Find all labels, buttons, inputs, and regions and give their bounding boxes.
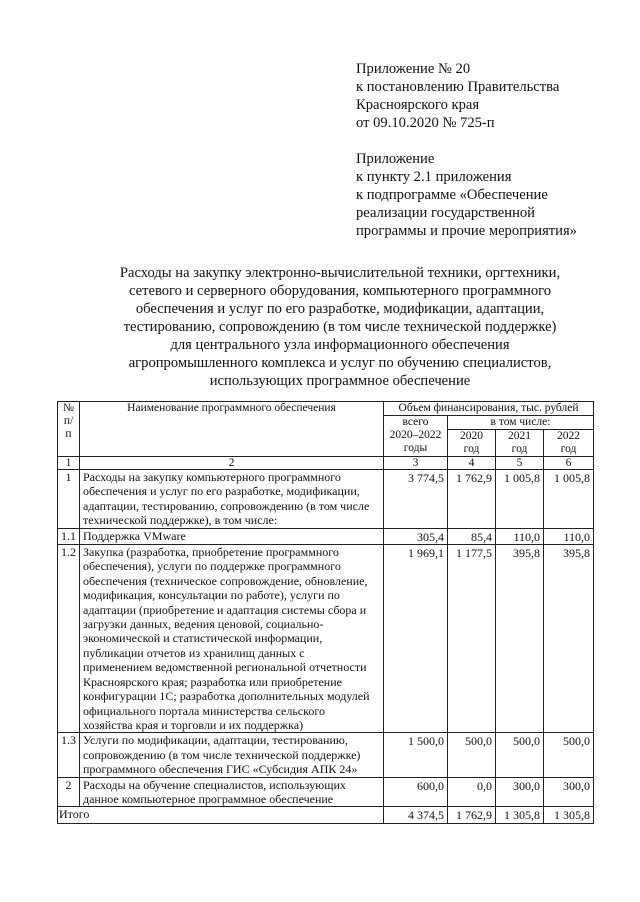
- column-number: 5: [496, 457, 544, 470]
- row-name-line: Красноярского края; разработка или приобретение: [83, 674, 342, 689]
- appendix-line: Приложение: [356, 151, 435, 167]
- row-2021: 300,0: [496, 777, 544, 807]
- row-name: [80, 528, 384, 544]
- title-line: тестированию, сопровождению (в том числе технической поддержке): [123, 319, 557, 335]
- row-name-line: хозяйства края и торговли и их поддержка): [83, 717, 304, 732]
- header-year-text: год: [560, 443, 577, 455]
- row-name-line: Поддержка VMware: [83, 528, 186, 543]
- row-num: 1.2: [58, 545, 80, 733]
- row-name-line: конфигурации 1С; разработка дополнительных модулей: [83, 689, 370, 704]
- row-name-line: Закупка (разработка, приобретение программного: [83, 545, 339, 560]
- grand-total: 4 374,5: [384, 807, 448, 823]
- header-num-cell: [58, 402, 80, 457]
- table-total-row: [58, 807, 594, 823]
- header-year-2021: [496, 430, 544, 457]
- appendix-line: к постановлению Правительства: [356, 79, 560, 95]
- row-name-line: обеспечения), услуги по поддержке программного: [83, 559, 341, 574]
- header-funding-cell: Объем финансирования, тыс. рублей: [384, 402, 594, 416]
- row-name-line: Расходы на закупку компьютерного программного: [83, 470, 341, 484]
- header-year-text: год: [463, 443, 480, 455]
- header-year-text: год: [511, 443, 528, 455]
- header-name-cell: Наименование программного обеспечения: [80, 402, 384, 457]
- row-2020: 85,4: [448, 528, 496, 544]
- expenses-table: [57, 401, 594, 824]
- row-total: 305,4: [384, 528, 448, 544]
- row-2022: 300,0: [544, 777, 594, 807]
- row-2020: 1 177,5: [448, 545, 496, 733]
- appendix-line: программы и прочие мероприятия»: [356, 223, 577, 239]
- row-name-line: технической поддержке), в том числе:: [83, 513, 278, 528]
- row-total: 3 774,5: [384, 470, 448, 529]
- header-num-line: №: [63, 402, 74, 414]
- total-2022: 1 305,8: [544, 807, 594, 823]
- header-num-line: п/п: [63, 415, 74, 440]
- row-name: [80, 777, 384, 807]
- header-total-cell: [384, 416, 448, 457]
- row-name-line: обеспечения (техническое сопровождение, обновление,: [83, 573, 368, 588]
- row-2021: 1 005,8: [496, 470, 544, 529]
- row-name-line: загрузки данных, ведения ценовой, социально-: [83, 617, 324, 632]
- title-line: сетевого и серверного оборудования, компьютерного программного: [128, 283, 552, 299]
- title-line: для центрального узла информационного обеспечения: [170, 337, 510, 353]
- appendix-line: от 09.10.2020 № 725-п: [356, 115, 495, 131]
- row-2022: 500,0: [544, 733, 594, 777]
- row-2022: 1 005,8: [544, 470, 594, 529]
- row-total: 1 500,0: [384, 733, 448, 777]
- row-2022: 110,0: [544, 528, 594, 544]
- row-num: 1.1: [58, 528, 80, 544]
- title-line: Расходы на закупку электронно-вычислительной техники, оргтехники,: [119, 265, 561, 281]
- table-row: [58, 777, 594, 807]
- row-name-line: сопровождению (в том числе технической поддержке): [83, 747, 361, 762]
- title-line: агропромышленного комплекса и услуг по обучению специалистов,: [128, 355, 552, 371]
- header-total-line: всего: [402, 416, 429, 428]
- header-year-2020: [448, 430, 496, 457]
- appendix-line: к пункту 2.1 приложения: [356, 169, 512, 185]
- row-name-line: Расходы на обучение специалистов, использующих: [83, 777, 346, 792]
- appendix-line: к подпрограмме «Обеспечение: [356, 187, 548, 203]
- row-name: [80, 470, 384, 529]
- row-2020: 0,0: [448, 777, 496, 807]
- total-2020: 1 762,9: [448, 807, 496, 823]
- title-line: использующих программное обеспечение: [209, 373, 471, 389]
- appendix-header: [356, 60, 626, 240]
- row-2021: 395,8: [496, 545, 544, 733]
- header-year-2022: [544, 430, 594, 457]
- row-num: 1: [58, 470, 80, 529]
- row-2022: 395,8: [544, 545, 594, 733]
- row-name-line: обеспечения и услуг по его разработке, модификации,: [83, 484, 360, 499]
- column-number-row: [58, 457, 594, 470]
- appendix-line: реализации государственной: [356, 205, 535, 221]
- row-total: 1 969,1: [384, 545, 448, 733]
- row-2021: 500,0: [496, 733, 544, 777]
- table-row: [58, 528, 594, 544]
- table-header-row: [58, 402, 594, 416]
- row-name-line: публикации отчетов из хранилищ данных с: [83, 645, 305, 660]
- row-name-line: программного обеспечения ГИС «Субсидия АПК 24»: [83, 762, 358, 777]
- document-title: [60, 264, 620, 390]
- table-row: [58, 733, 594, 777]
- column-number: 4: [448, 457, 496, 470]
- header-total-line: 2020–2022: [389, 429, 442, 441]
- column-number: 6: [544, 457, 594, 470]
- row-name-line: официального портала министерства сельского: [83, 703, 325, 718]
- row-2021: 110,0: [496, 528, 544, 544]
- appendix-line: Красноярского края: [356, 97, 480, 113]
- row-name: [80, 733, 384, 777]
- title-line: обеспечения и услуг по его разработке, модификации, адаптации,: [135, 301, 545, 317]
- row-name-line: адаптации (приобретение и адаптация системы сбора и: [83, 602, 367, 617]
- header-total-line: годы: [403, 442, 428, 454]
- row-name-line: модификация, консультации по работе), услуги по: [83, 588, 340, 603]
- column-number: 2: [80, 457, 384, 470]
- header-year-text: 2022: [557, 430, 580, 442]
- row-num: 2: [58, 777, 80, 807]
- table-row: [58, 470, 594, 529]
- row-name: [80, 545, 384, 733]
- row-2020: 1 762,9: [448, 470, 496, 529]
- row-num: 1.3: [58, 733, 80, 777]
- column-number: 1: [58, 457, 80, 470]
- row-name-line: применением ведомственной региональной отчетности: [83, 660, 367, 675]
- header-year-text: 2020: [460, 430, 483, 442]
- header-year-text: 2021: [508, 430, 531, 442]
- row-name-line: экономической и статистической информации,: [83, 631, 323, 646]
- row-name-line: данное компьютерное программное обеспечение: [83, 791, 334, 806]
- header-including-cell: в том числе:: [448, 416, 594, 430]
- column-number: 3: [384, 457, 448, 470]
- row-total: 600,0: [384, 777, 448, 807]
- table-row: [58, 545, 594, 733]
- row-name-line: адаптации, тестированию, сопровождению (в том числе: [83, 498, 370, 513]
- row-name-line: Услуги по модификации, адаптации, тестированию,: [83, 733, 348, 748]
- total-label: Итого: [58, 807, 384, 823]
- row-2020: 500,0: [448, 733, 496, 777]
- total-2021: 1 305,8: [496, 807, 544, 823]
- appendix-line: Приложение № 20: [356, 61, 471, 77]
